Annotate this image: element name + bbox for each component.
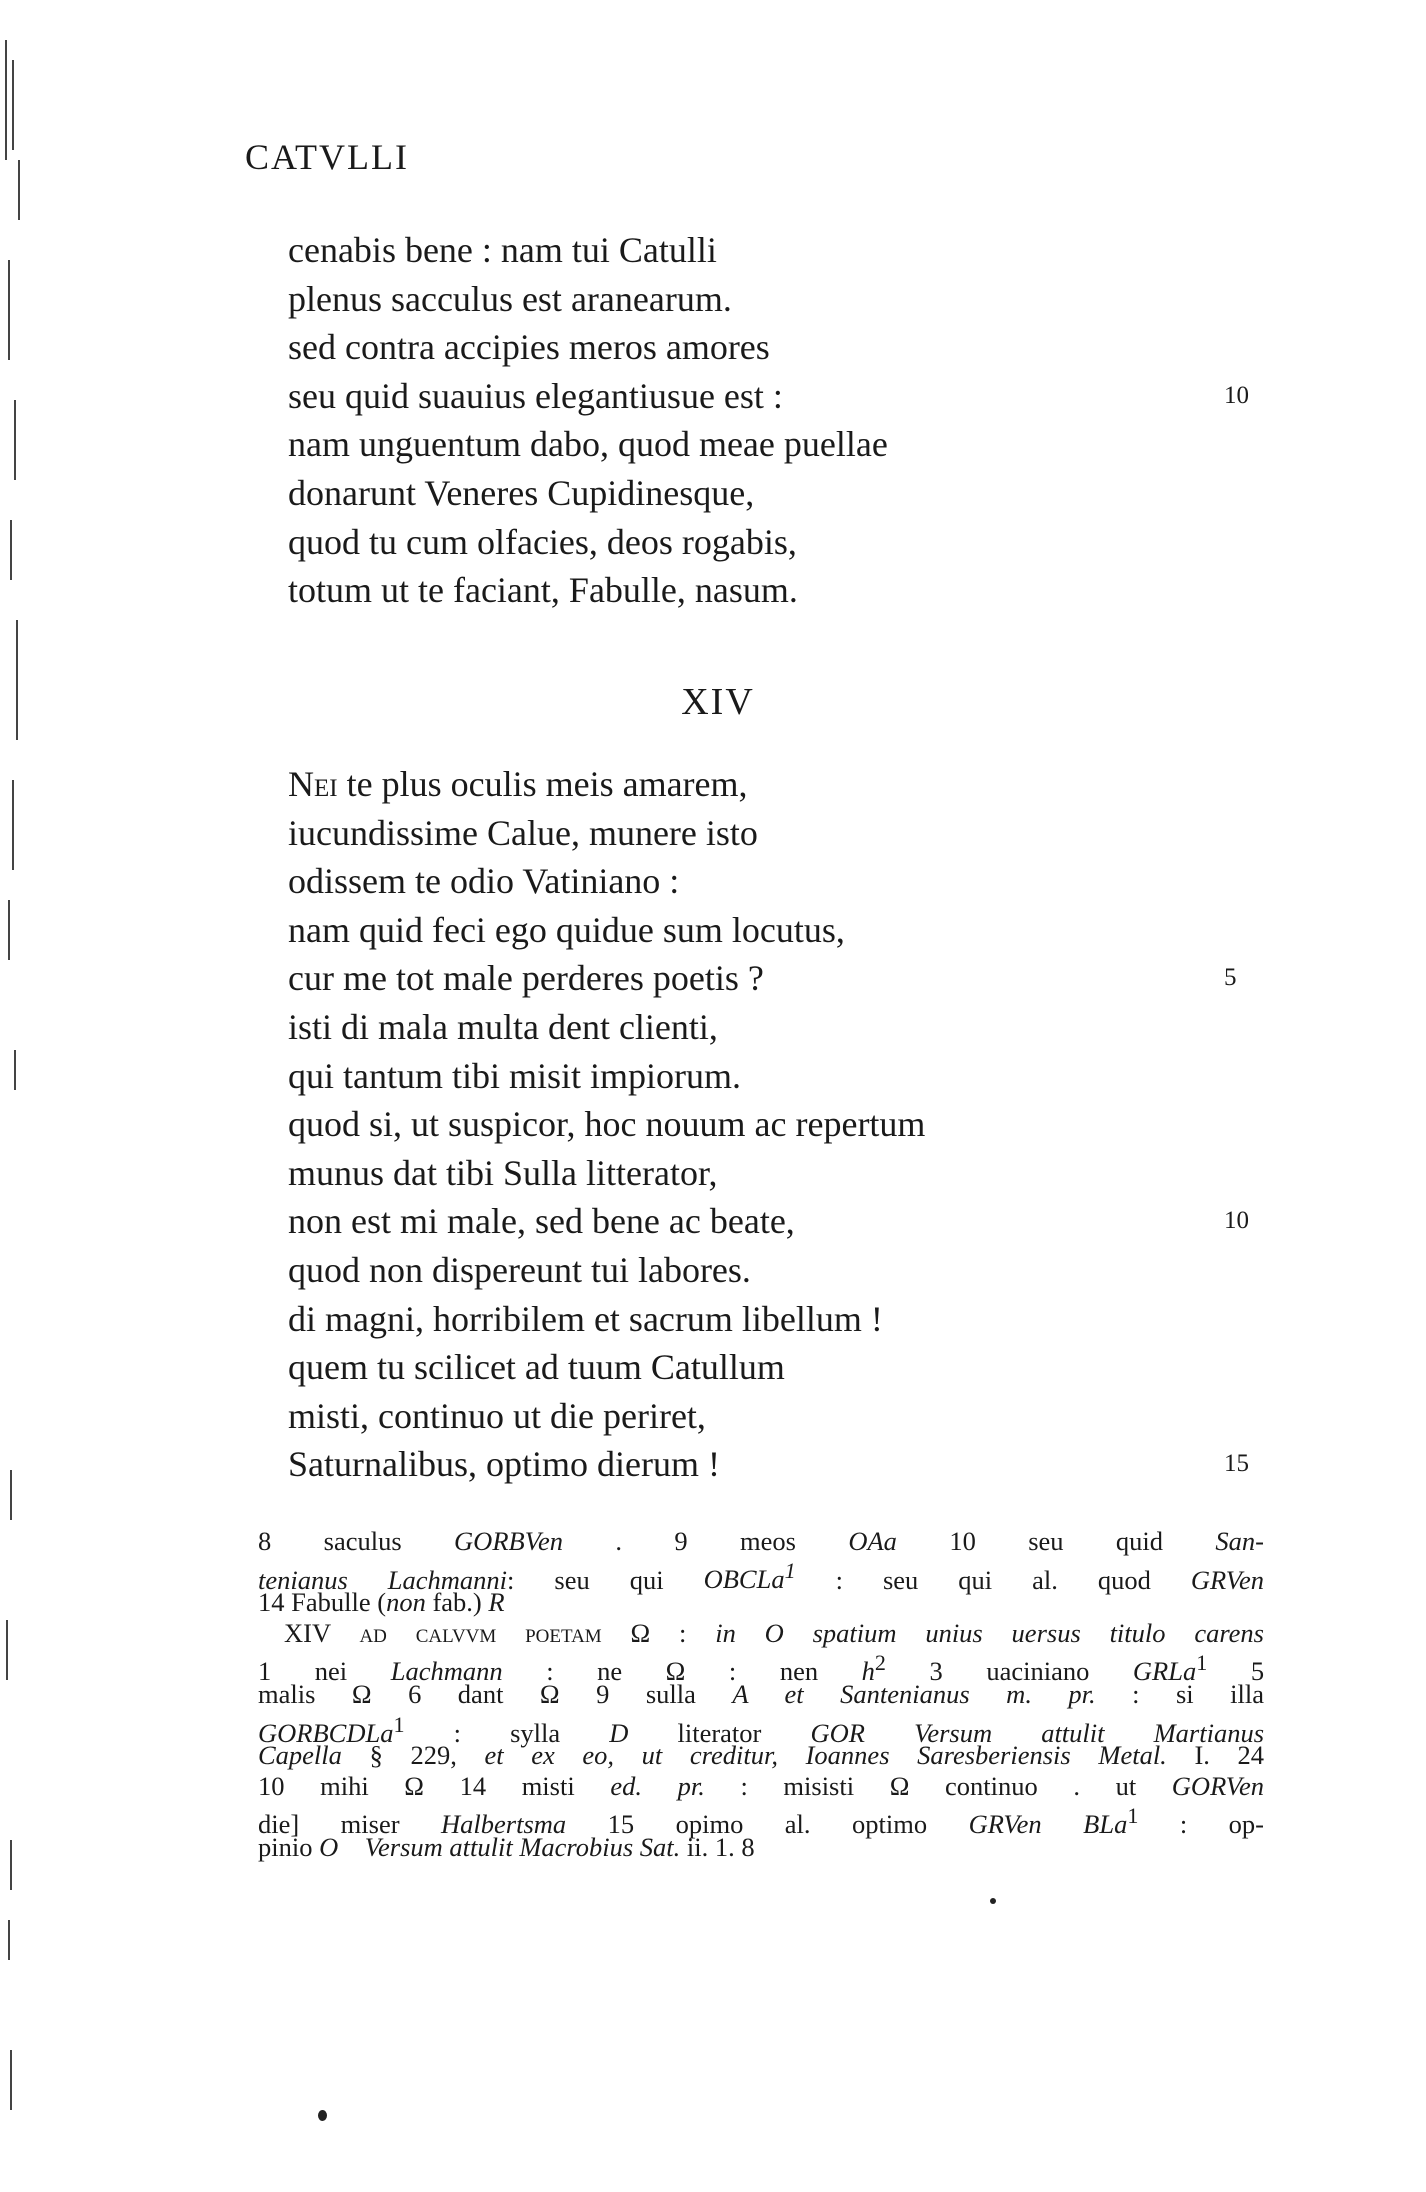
line-number: 5 bbox=[1224, 964, 1237, 992]
verse-line: munus dat tibi Sulla litterator, bbox=[288, 1152, 718, 1193]
verse-line: quem tu scilicet ad tuum Catullum bbox=[288, 1347, 785, 1388]
poem-xiv bbox=[288, 760, 1248, 1489]
scan-edge-mark bbox=[8, 260, 10, 360]
poem-xiii-ending bbox=[288, 226, 1248, 615]
verse-line: cur me tot male perderes poetis ? 5 bbox=[288, 954, 1248, 1003]
line-number: 10 bbox=[1224, 381, 1249, 409]
verse-line: non est mi male, sed bene ac beate, 10 bbox=[288, 1197, 1248, 1246]
scan-edge-mark bbox=[6, 1620, 8, 1680]
verse-line: quod non dispereunt tui labores. bbox=[288, 1249, 751, 1290]
verse-line: seu quid suauius elegantiusue est : 10 bbox=[288, 372, 1248, 421]
apparatus-line: Capella § 229, et ex eo, ut creditur, Ioannes Saresberiensis Metal. I. 24 bbox=[258, 1740, 1265, 1771]
scan-edge-mark bbox=[5, 40, 7, 160]
verse-line: nam unguentum dabo, quod meae puellae bbox=[288, 424, 888, 465]
apparatus-line: 10 mihi Ω 14 misti ed. pr. : misisti Ω continuo . ut GORVen bbox=[258, 1770, 1265, 1801]
scan-edge-mark bbox=[12, 60, 14, 150]
verse-line: misti, continuo ut die periret, bbox=[288, 1395, 706, 1436]
verse-line: sed contra accipies meros amores bbox=[288, 327, 770, 368]
verse-line: di magni, horribilem et sacrum libellum ! bbox=[288, 1298, 883, 1339]
apparatus-line: XIV ad calvvm poetam Ω : in O spatium unius uersus titulo carens bbox=[284, 1617, 1264, 1648]
apparatus-line: pinio O Versum attulit Macrobius Sat. ii. 1. 8 bbox=[258, 1831, 755, 1862]
scan-edge-mark bbox=[8, 900, 10, 960]
verse-line: cenabis bene : nam tui Catulli bbox=[288, 230, 717, 270]
apparatus-line: 8 saculus GORBVen . 9 meos OAa 10 seu quid San- bbox=[258, 1526, 1264, 1556]
scan-edge-mark bbox=[14, 400, 16, 480]
verse-line: quod si, ut suspicor, hoc nouum ac repertum bbox=[288, 1104, 926, 1145]
ink-speck bbox=[990, 1898, 996, 1904]
apparatus-line: 14 Fabulle (non fab.) R bbox=[258, 1587, 505, 1618]
scan-edge-mark bbox=[18, 160, 20, 220]
line-number: 10 bbox=[1224, 1207, 1249, 1235]
ink-speck bbox=[318, 2110, 327, 2121]
scan-edge-mark bbox=[10, 520, 12, 580]
scan-edge-mark bbox=[12, 780, 14, 870]
verse-line-first: Nei te plus oculis meis amarem, bbox=[288, 764, 748, 804]
scan-edge-mark bbox=[10, 1470, 12, 1520]
initial-word: Nei bbox=[288, 764, 338, 804]
scan-edge-mark bbox=[8, 1920, 10, 1960]
verse-line: isti di mala multa dent clienti, bbox=[288, 1006, 718, 1047]
verse-line: totum ut te faciant, Fabulle, nasum. bbox=[288, 570, 798, 611]
poem-number-heading: XIV bbox=[681, 681, 755, 723]
verse-line: odissem te odio Vatiniano : bbox=[288, 861, 680, 902]
apparatus-line: malis Ω 6 dant Ω 9 sulla A et Santenianus m. pr. : si illa bbox=[258, 1678, 1265, 1709]
verse-line: Saturnalibus, optimo dierum ! 15 bbox=[288, 1440, 1248, 1489]
apparatus-line: 1 nei Lachmann : ne Ω : nen $h^2$ 3 uaciniano GRLa$^1$ 5 bbox=[258, 1650, 1265, 1687]
verse-line: nam quid feci ego quidue sum locutus, bbox=[288, 909, 845, 950]
apparatus-line: GORBCDLa$^1$ : sylla D literator GOR Versum attulit Martianus bbox=[258, 1711, 1265, 1748]
line-number: 15 bbox=[1224, 1450, 1249, 1478]
verse-line: qui tantum tibi misit impiorum. bbox=[288, 1055, 742, 1096]
scan-edge-mark bbox=[10, 1840, 12, 1890]
verse-line: plenus sacculus est aranearum. bbox=[288, 278, 732, 319]
running-head: CATVLLI bbox=[245, 137, 409, 177]
apparatus-line: die] miser Halbertsma 15 opimo al. optimo GRVen BLa$^1$ : op- bbox=[258, 1803, 1264, 1840]
verse-line: quod tu cum olfacies, deos rogabis, bbox=[288, 521, 797, 562]
verse-line: donarunt Veneres Cupidinesque, bbox=[288, 472, 755, 513]
apparatus-line: tenianus Lachmanni: seu qui OBCLa$^1$ : seu qui al. quod GRVen bbox=[258, 1558, 1264, 1595]
verse-line: iucundissime Calue, munere isto bbox=[288, 812, 758, 853]
scan-edge-mark bbox=[10, 2050, 12, 2110]
critical-apparatus bbox=[258, 1526, 1264, 1863]
scan-edge-mark bbox=[14, 1050, 16, 1090]
